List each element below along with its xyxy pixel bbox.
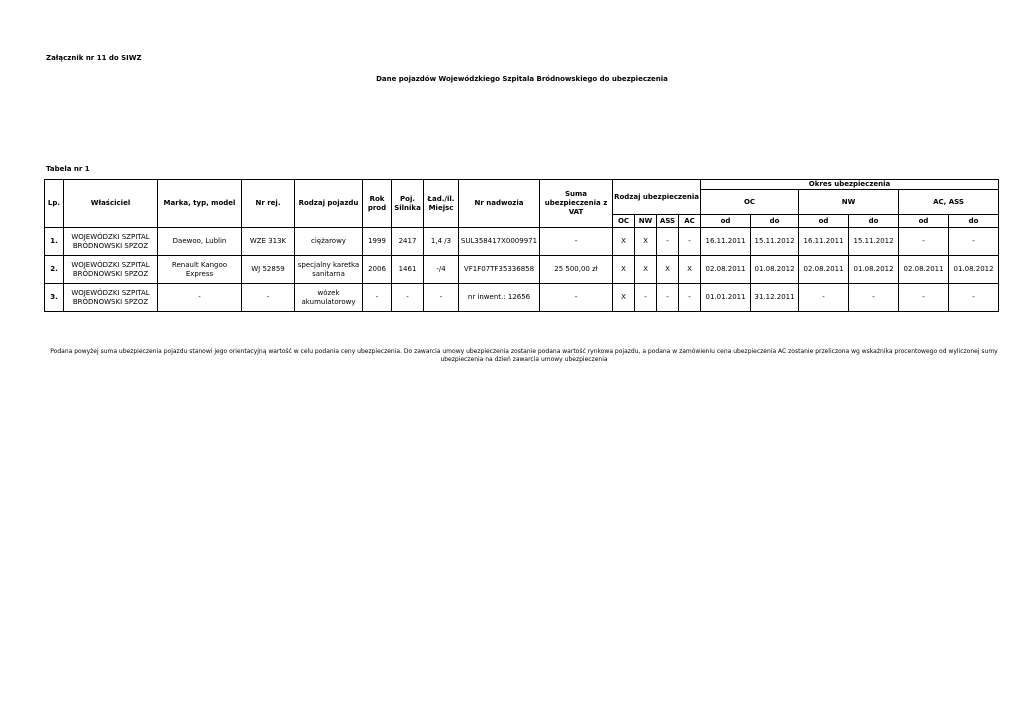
cell-ass: - — [657, 284, 679, 312]
table-row — [45, 256, 999, 284]
cell-oc-od: 16.11.2011 — [701, 228, 751, 256]
header-load: Ład./il. Miejsc — [424, 180, 459, 228]
cell-oc: X — [613, 284, 635, 312]
cell-engine: 2417 — [392, 228, 424, 256]
cell-oc-do: 15.11.2012 — [751, 228, 799, 256]
cell-nw: X — [635, 256, 657, 284]
header-type-nw: NW — [635, 215, 657, 228]
cell-body-number: SUL358417X0009971 — [459, 228, 540, 256]
cell-oc-od: 02.08.2011 — [701, 256, 751, 284]
cell-ac-od: - — [899, 228, 949, 256]
header-owner: Właściciel — [64, 180, 158, 228]
cell-ac-od: 02.08.2011 — [899, 256, 949, 284]
header-ac-do: do — [949, 215, 999, 228]
cell-oc-od: 01.01.2011 — [701, 284, 751, 312]
header-insurance-type: Rodzaj ubezpieczenia — [613, 180, 701, 215]
cell-year: - — [363, 284, 392, 312]
cell-owner: WOJEWÓDZKI SZPITAL BRÓDNOWSKI SPZOZ — [64, 228, 158, 256]
cell-owner: WOJEWÓDZKI SZPITAL BRÓDNOWSKI SPZOZ — [64, 256, 158, 284]
header-period-nw: NW — [799, 190, 899, 215]
header-type-oc: OC — [613, 215, 635, 228]
cell-engine: - — [392, 284, 424, 312]
cell-nw-do: 01.08.2012 — [849, 256, 899, 284]
cell-nw-od: - — [799, 284, 849, 312]
cell-year: 2006 — [363, 256, 392, 284]
header-row — [45, 180, 999, 190]
cell-ac-od: - — [899, 284, 949, 312]
header-type-ac: AC — [679, 215, 701, 228]
cell-load: 1,4 /3 — [424, 228, 459, 256]
cell-ac-do: - — [949, 284, 999, 312]
cell-lp: 2. — [45, 256, 64, 284]
cell-nw: X — [635, 228, 657, 256]
document-title: Dane pojazdów Wojewódzkiego Szpitala Bródnowskiego do ubezpieczenia — [376, 75, 668, 83]
cell-oc-do: 01.08.2012 — [751, 256, 799, 284]
header-reg: Nr rej. — [242, 180, 295, 228]
cell-load: -/4 — [424, 256, 459, 284]
cell-body-number: nr inwent.: 12656 — [459, 284, 540, 312]
cell-nw-do: - — [849, 284, 899, 312]
cell-body-number: VF1F07TF35336858 — [459, 256, 540, 284]
header-body: Nr nadwozia — [459, 180, 540, 228]
cell-sum: 25 500,00 zł — [540, 256, 613, 284]
table-row — [45, 228, 999, 256]
header-make: Marka, typ, model — [158, 180, 242, 228]
header-period-ac-ass: AC, ASS — [899, 190, 999, 215]
header-kind: Rodzaj pojazdu — [295, 180, 363, 228]
cell-sum: - — [540, 284, 613, 312]
header-ac-od: od — [899, 215, 949, 228]
cell-make: - — [158, 284, 242, 312]
header-oc-do: do — [751, 215, 799, 228]
header-nw-od: od — [799, 215, 849, 228]
header-year: Rok prod — [363, 180, 392, 228]
cell-ass: X — [657, 256, 679, 284]
cell-ac: - — [679, 228, 701, 256]
header-period: Okres ubezpieczenia — [701, 180, 999, 190]
cell-reg: WZE 313K — [242, 228, 295, 256]
table-row — [45, 284, 999, 312]
cell-ac: X — [679, 256, 701, 284]
cell-make: Renault Kangoo Express — [158, 256, 242, 284]
cell-load: - — [424, 284, 459, 312]
header-engine: Poj. Silnika — [392, 180, 424, 228]
cell-owner: WOJEWÓDZKI SZPITAL BRÓDNOWSKI SPZOZ — [64, 284, 158, 312]
header-period-oc: OC — [701, 190, 799, 215]
cell-kind: specjalny karetka sanitarna — [295, 256, 363, 284]
header-nw-do: do — [849, 215, 899, 228]
cell-year: 1999 — [363, 228, 392, 256]
cell-nw: - — [635, 284, 657, 312]
annex-label: Załącznik nr 11 do SIWZ — [46, 54, 142, 62]
cell-oc-do: 31.12.2011 — [751, 284, 799, 312]
vehicles-table — [44, 179, 999, 312]
cell-ac-do: - — [949, 228, 999, 256]
cell-engine: 1461 — [392, 256, 424, 284]
cell-oc: X — [613, 256, 635, 284]
cell-nw-do: 15.11.2012 — [849, 228, 899, 256]
cell-reg: WJ 52859 — [242, 256, 295, 284]
cell-kind: wózek akumulatorowy — [295, 284, 363, 312]
footnote: Podana powyżej suma ubezpieczenia pojazdu stanowi jego orientacyjną wartość w celu podania ceny ubezpieczenia. Do zawarcia umowy ubezpieczenia zostanie podana wartość rynkowa pojazdu, a podana w zamówieniu cena ubezpieczenia AC zostanie przeliczona wg wskaźnika procentowego od wyliczonej sumy ubezpieczenia na dzień zawarcia umowy ubezpieczenia — [50, 348, 998, 364]
cell-kind: ciężarowy — [295, 228, 363, 256]
header-sum: Suma ubezpieczenia z VAT — [540, 180, 613, 228]
cell-lp: 3. — [45, 284, 64, 312]
cell-ac-do: 01.08.2012 — [949, 256, 999, 284]
cell-nw-od: 02.08.2011 — [799, 256, 849, 284]
cell-nw-od: 16.11.2011 — [799, 228, 849, 256]
cell-reg: - — [242, 284, 295, 312]
cell-ass: - — [657, 228, 679, 256]
cell-oc: X — [613, 228, 635, 256]
header-oc-od: od — [701, 215, 751, 228]
header-type-ass: ASS — [657, 215, 679, 228]
cell-sum: - — [540, 228, 613, 256]
cell-make: Daewoo, Lublin — [158, 228, 242, 256]
table-label: Tabela nr 1 — [46, 165, 90, 173]
header-lp: Lp. — [45, 180, 64, 228]
cell-ac: - — [679, 284, 701, 312]
cell-lp: 1. — [45, 228, 64, 256]
